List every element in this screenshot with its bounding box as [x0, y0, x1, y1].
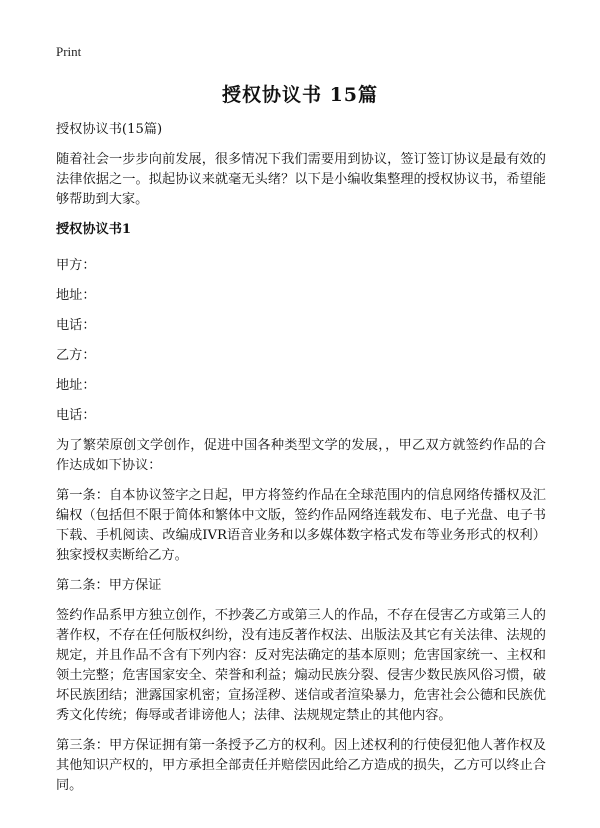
print-link[interactable]: Print: [56, 44, 82, 59]
clause-1-paragraph: 第一条：自本协议签字之日起，甲方将签约作品在全球范围内的信息网络传播权及汇编权（包括但不限于简体和繁体中文版，签约作品网络连载发布、电子光盘、电子书下载、手机阅读、改编成IVR语音业务和以多媒体数字格式发布等业务形式的权利）独家授权卖断给乙方。: [56, 488, 546, 563]
document-body: [56, 120, 546, 806]
address-a-field: 地址：: [56, 288, 96, 303]
address-b-field: 地址：: [56, 378, 96, 393]
clause-2-paragraph: 签约作品系甲方独立创作，不抄袭乙方或第三人的作品，不存在侵害乙方或第三人的著作权，不存在任何版权纠纷，没有违反著作权法、出版法及其它有关法律、法规的规定，并且作品不含有下列内容：反对宪法确定的基本原则；危害国家统一、主权和领土完整；危害国家安全、荣誉和利益；煽动民族分裂、侵害少数民族风俗习惯，破坏民族团结；泄露国家机密；宣扬淫秽、迷信或者渲染暴力，危害社会公德和民族优秀文化传统；侮辱或者诽谤他人；法律、法规规定禁止的其他内容。: [56, 608, 546, 723]
clause-3-paragraph: 第三条：甲方保证拥有第一条授予乙方的权利。因上述权利的行使侵犯他人著作权及其他知识产权的，甲方承担全部责任并赔偿因此给乙方造成的损失，乙方可以终止合同。: [56, 738, 546, 793]
clause-2-heading: 第二条：甲方保证: [56, 578, 162, 593]
intro-paragraph: 随着社会一步步向前发展，很多情况下我们需要用到协议，签订签订协议是最有效的法律依据之一。拟起协议来就毫无头绪？以下是小编收集整理的授权协议书，希望能够帮助到大家。: [56, 152, 546, 207]
section-heading: 授权协议书1: [56, 222, 132, 237]
phone-a-field: 电话：: [56, 318, 96, 333]
document-title: 授权协议书 15篇: [221, 84, 379, 106]
purpose-paragraph: 为了繁荣原创文学创作，促进中国各种类型文学的发展，，甲乙双方就签约作品的合作达成如下协议：: [56, 438, 546, 473]
party-b-field: 乙方：: [56, 348, 96, 363]
phone-b-field: 电话：: [56, 408, 96, 423]
document-subtitle: 授权协议书(15篇): [56, 122, 163, 137]
party-a-field: 甲方：: [56, 258, 96, 273]
